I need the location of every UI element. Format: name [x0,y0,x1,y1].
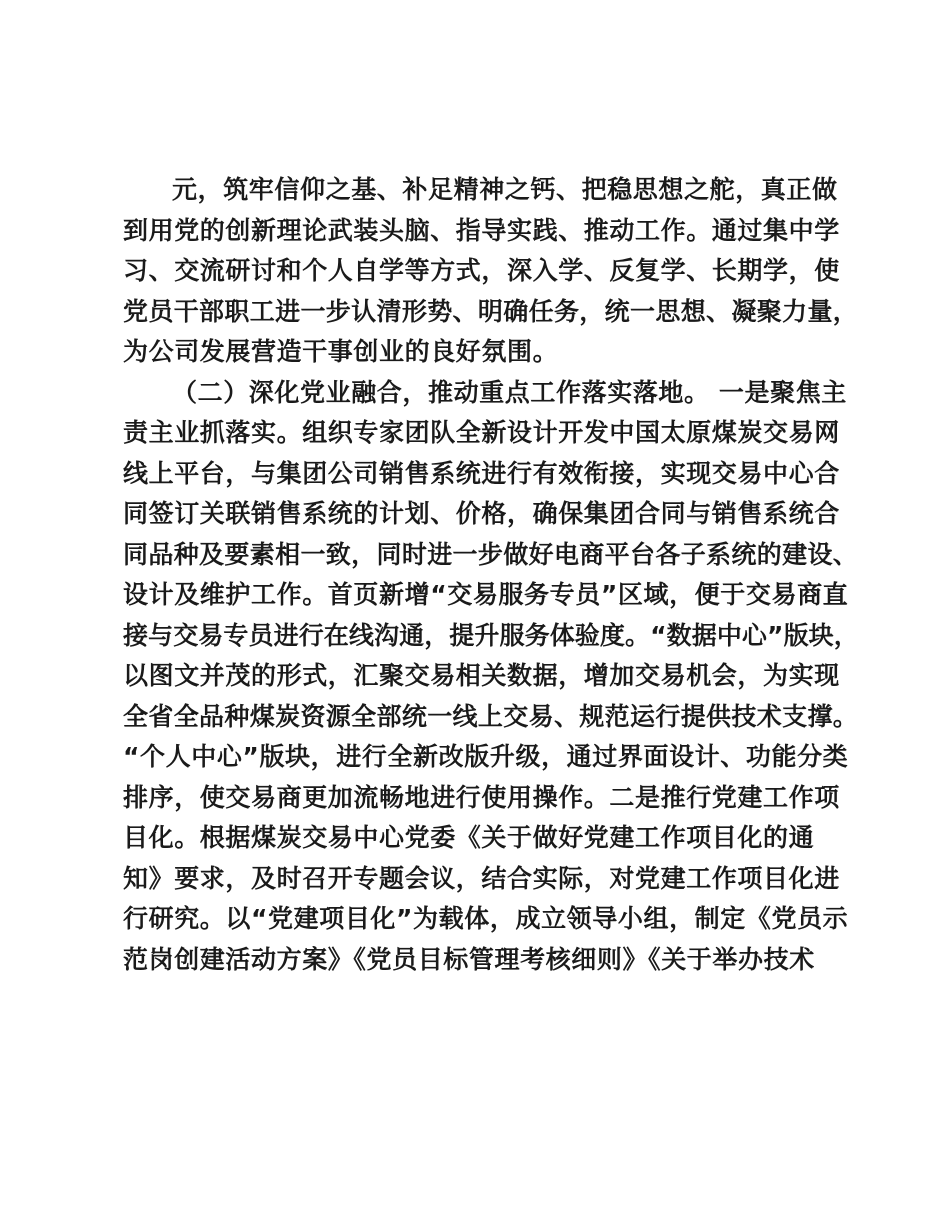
paragraph-line: 范岗创建活动方案》《党员目标管理考核细则》《关于举办技术 [123,944,815,974]
paragraph-line: 目化。根据煤炭交易中心党委《关于做好党建工作项目化的通 [123,823,815,852]
paragraph-line: 以图文并茂的形式，汇聚交易相关数据，增加交易机会，为实现 [123,661,840,690]
paragraph-line: 元，筑牢信仰之基、补足精神之钙、把稳思想之舵，真正做 [172,175,838,204]
paragraph-line: 接与交易专员进行在线沟通，提升服务体验度。“数据中心”版块， [123,620,859,650]
body-text [123,170,863,980]
paragraph-line: “个人中心”版块，进行全新改版升级，通过界面设计、功能分类 [123,742,849,771]
paragraph-line: 排序，使交易商更加流畅地进行使用操作。二是推行党建工作项 [123,782,840,812]
paragraph-line: 党员干部职工进一步认清形势、明确任务，统一思想、凝聚力量， [123,296,859,326]
paragraph-line: 为公司发展营造干事创业的良好氛围。 [123,337,559,366]
paragraph-line: 同品种及要素相一致，同时进一步做好电商平台各子系统的建设、 [123,539,859,569]
paragraph-line: 到用党的创新理论武装头脑、指导实践、推动工作。通过集中学 [123,215,840,245]
paragraph-line: 线上平台，与集团公司销售系统进行有效衔接，实现交易中心合 [123,458,840,488]
paragraph-line: 同签订关联销售系统的计划、价格，确保集团合同与销售系统合 [123,499,840,528]
paragraph-line: 责主业抓落实。组织专家团队全新设计开发中国太原煤炭交易网 [123,418,840,447]
paragraph-line: 行研究。以“党建项目化”为载体，成立领导小组，制定《党员示 [123,904,849,933]
section-heading-line: （二）深化党业融合，推动重点工作落实落地。 一是聚焦主 [172,377,847,407]
paragraph-line: 知》要求，及时召开专题会议，结合实际，对党建工作项目化进 [123,863,840,893]
paragraph-line: 全省全品种煤炭资源全部统一线上交易、规范运行提供技术支撑。 [123,701,859,731]
paragraph-line: 习、交流研讨和个人自学等方式，深入学、反复学、长期学，使 [123,256,840,285]
paragraph-line: 设计及维护工作。首页新增“交易服务专员”区域，便于交易商直 [123,580,849,609]
